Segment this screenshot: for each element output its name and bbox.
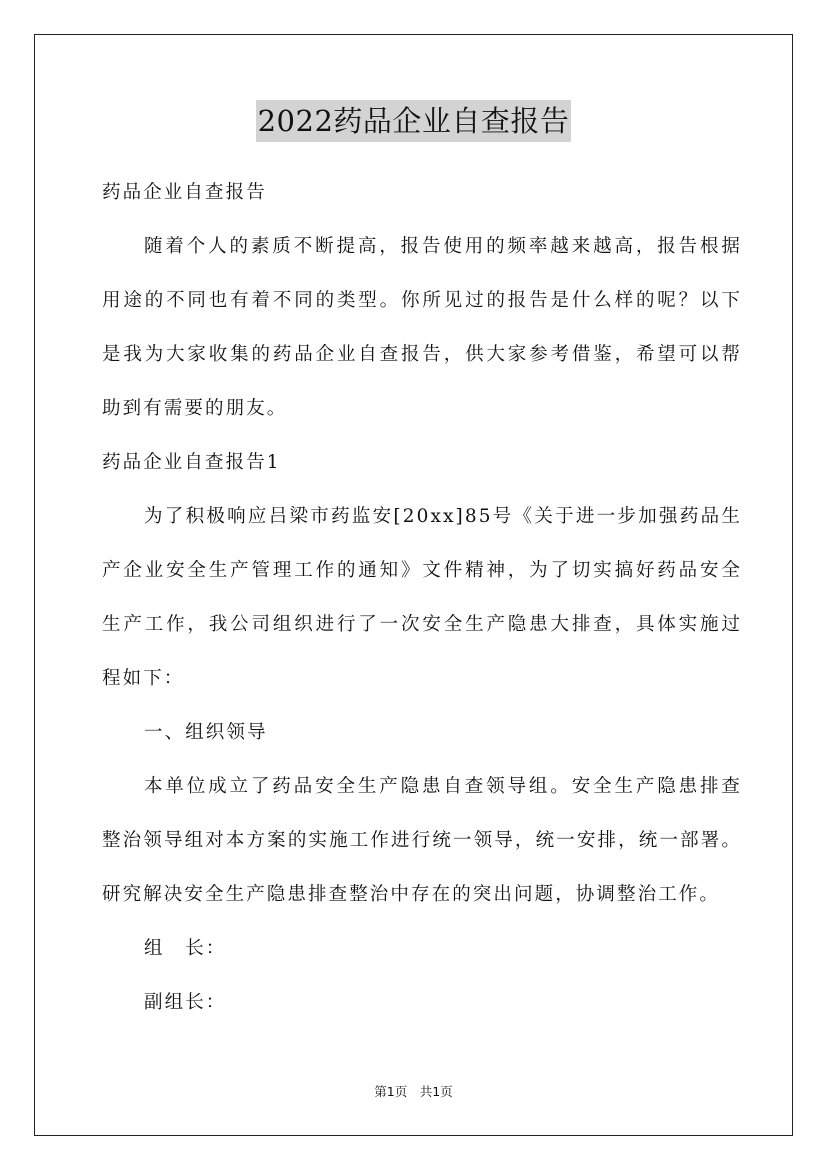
paragraph-line: 产企业安全生产管理工作的通知》文件精神，为了切实搞好药品安全	[102, 560, 742, 581]
paragraph-line: 研究解决安全生产隐患排查整治中存在的突出问题，协调整治工作。	[102, 884, 721, 905]
paragraph-line: 随着个人的素质不断提高，报告使用的频率越来越高，报告根据	[144, 236, 742, 257]
role-label-deputy-leader: 副组长：	[144, 992, 227, 1013]
paragraph-line: 为了积极响应吕梁市药监安[20xx]85号《关于进一步加强药品生	[144, 506, 742, 527]
title-container	[0, 100, 827, 142]
paragraph-line: 助到有需要的朋友。	[102, 398, 288, 419]
paragraph-line: 是我为大家收集的药品企业自查报告，供大家参考借鉴，希望可以帮	[102, 344, 742, 365]
paragraph-line: 生产工作，我公司组织进行了一次安全生产隐患大排查，具体实施过	[102, 614, 742, 635]
paragraph-line: 本单位成立了药品安全生产隐患自查领导组。安全生产隐患排查	[144, 776, 742, 797]
subsection-heading: 一、组织领导	[144, 722, 268, 743]
section-heading: 药品企业自查报告	[102, 182, 267, 203]
document-title: 2022药品企业自查报告	[256, 100, 572, 142]
paragraph-line: 程如下：	[102, 668, 185, 689]
document-body	[102, 176, 742, 1040]
paragraph-line: 整治领导组对本方案的实施工作进行统一领导，统一安排，统一部署。	[102, 830, 742, 851]
role-label-leader: 组 长：	[144, 938, 227, 959]
section-heading: 药品企业自查报告1	[102, 452, 281, 473]
paragraph-line: 用途的不同也有着不同的类型。你所见过的报告是什么样的呢？以下	[102, 290, 742, 311]
page-number-footer: 第1页 共1页	[374, 1084, 453, 1099]
